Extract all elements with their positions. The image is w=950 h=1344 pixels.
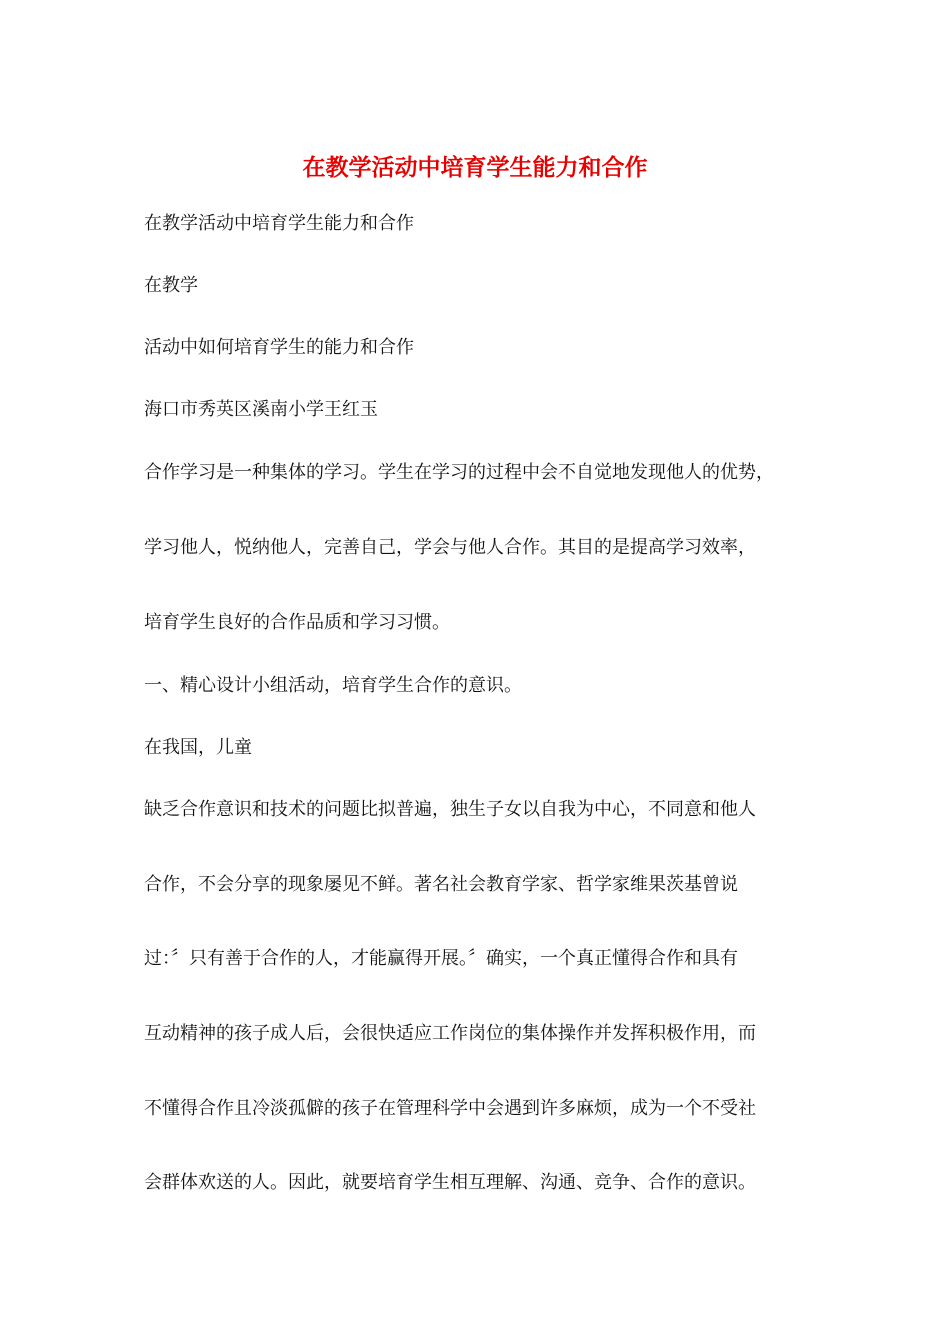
- text-line: 互动精神的孩子成人后，会很快适应工作岗位的集体操作并发挥积极作用，而: [144, 1023, 756, 1044]
- text-line: 合作学习是一种集体的学习。学生在学习的过程中会不自觉地发现他人的优势，: [144, 462, 774, 483]
- section-heading: 一、精心设计小组活动，培育学生合作的意识。: [144, 675, 522, 696]
- text-line: 海口市秀英区溪南小学王红玉: [144, 399, 378, 420]
- text-line: 会群体欢送的人。因此，就要培育学生相互理解、沟通、竞争、合作的意识。: [144, 1172, 756, 1193]
- text-line: 过：〞只有善于合作的人，才能赢得开展。〞确实，一个真正懂得合作和具有: [144, 948, 738, 969]
- text-line: 培育学生良好的合作品质和学习习惯。: [144, 612, 450, 633]
- text-line: 学习他人，悦纳他人，完善自己，学会与他人合作。其目的是提高学习效率，: [144, 537, 756, 558]
- text-line: 不懂得合作且冷淡孤僻的孩子在管理科学中会遇到许多麻烦，成为一个不受社: [144, 1098, 756, 1119]
- text-line: 合作，不会分享的现象屡见不鲜。著名社会教育学家、哲学家维果茨基曾说: [144, 874, 738, 895]
- text-line: 在教学: [144, 275, 198, 296]
- text-line: 在教学活动中培育学生能力和合作: [144, 213, 414, 234]
- document-title: 在教学活动中培育学生能力和合作: [302, 155, 648, 181]
- text-line: 在我国，儿童: [144, 737, 252, 758]
- text-line: 缺乏合作意识和技术的问题比拟普遍，独生子女以自我为中心，不同意和他人: [144, 799, 756, 820]
- text-line: 活动中如何培育学生的能力和合作: [144, 337, 414, 358]
